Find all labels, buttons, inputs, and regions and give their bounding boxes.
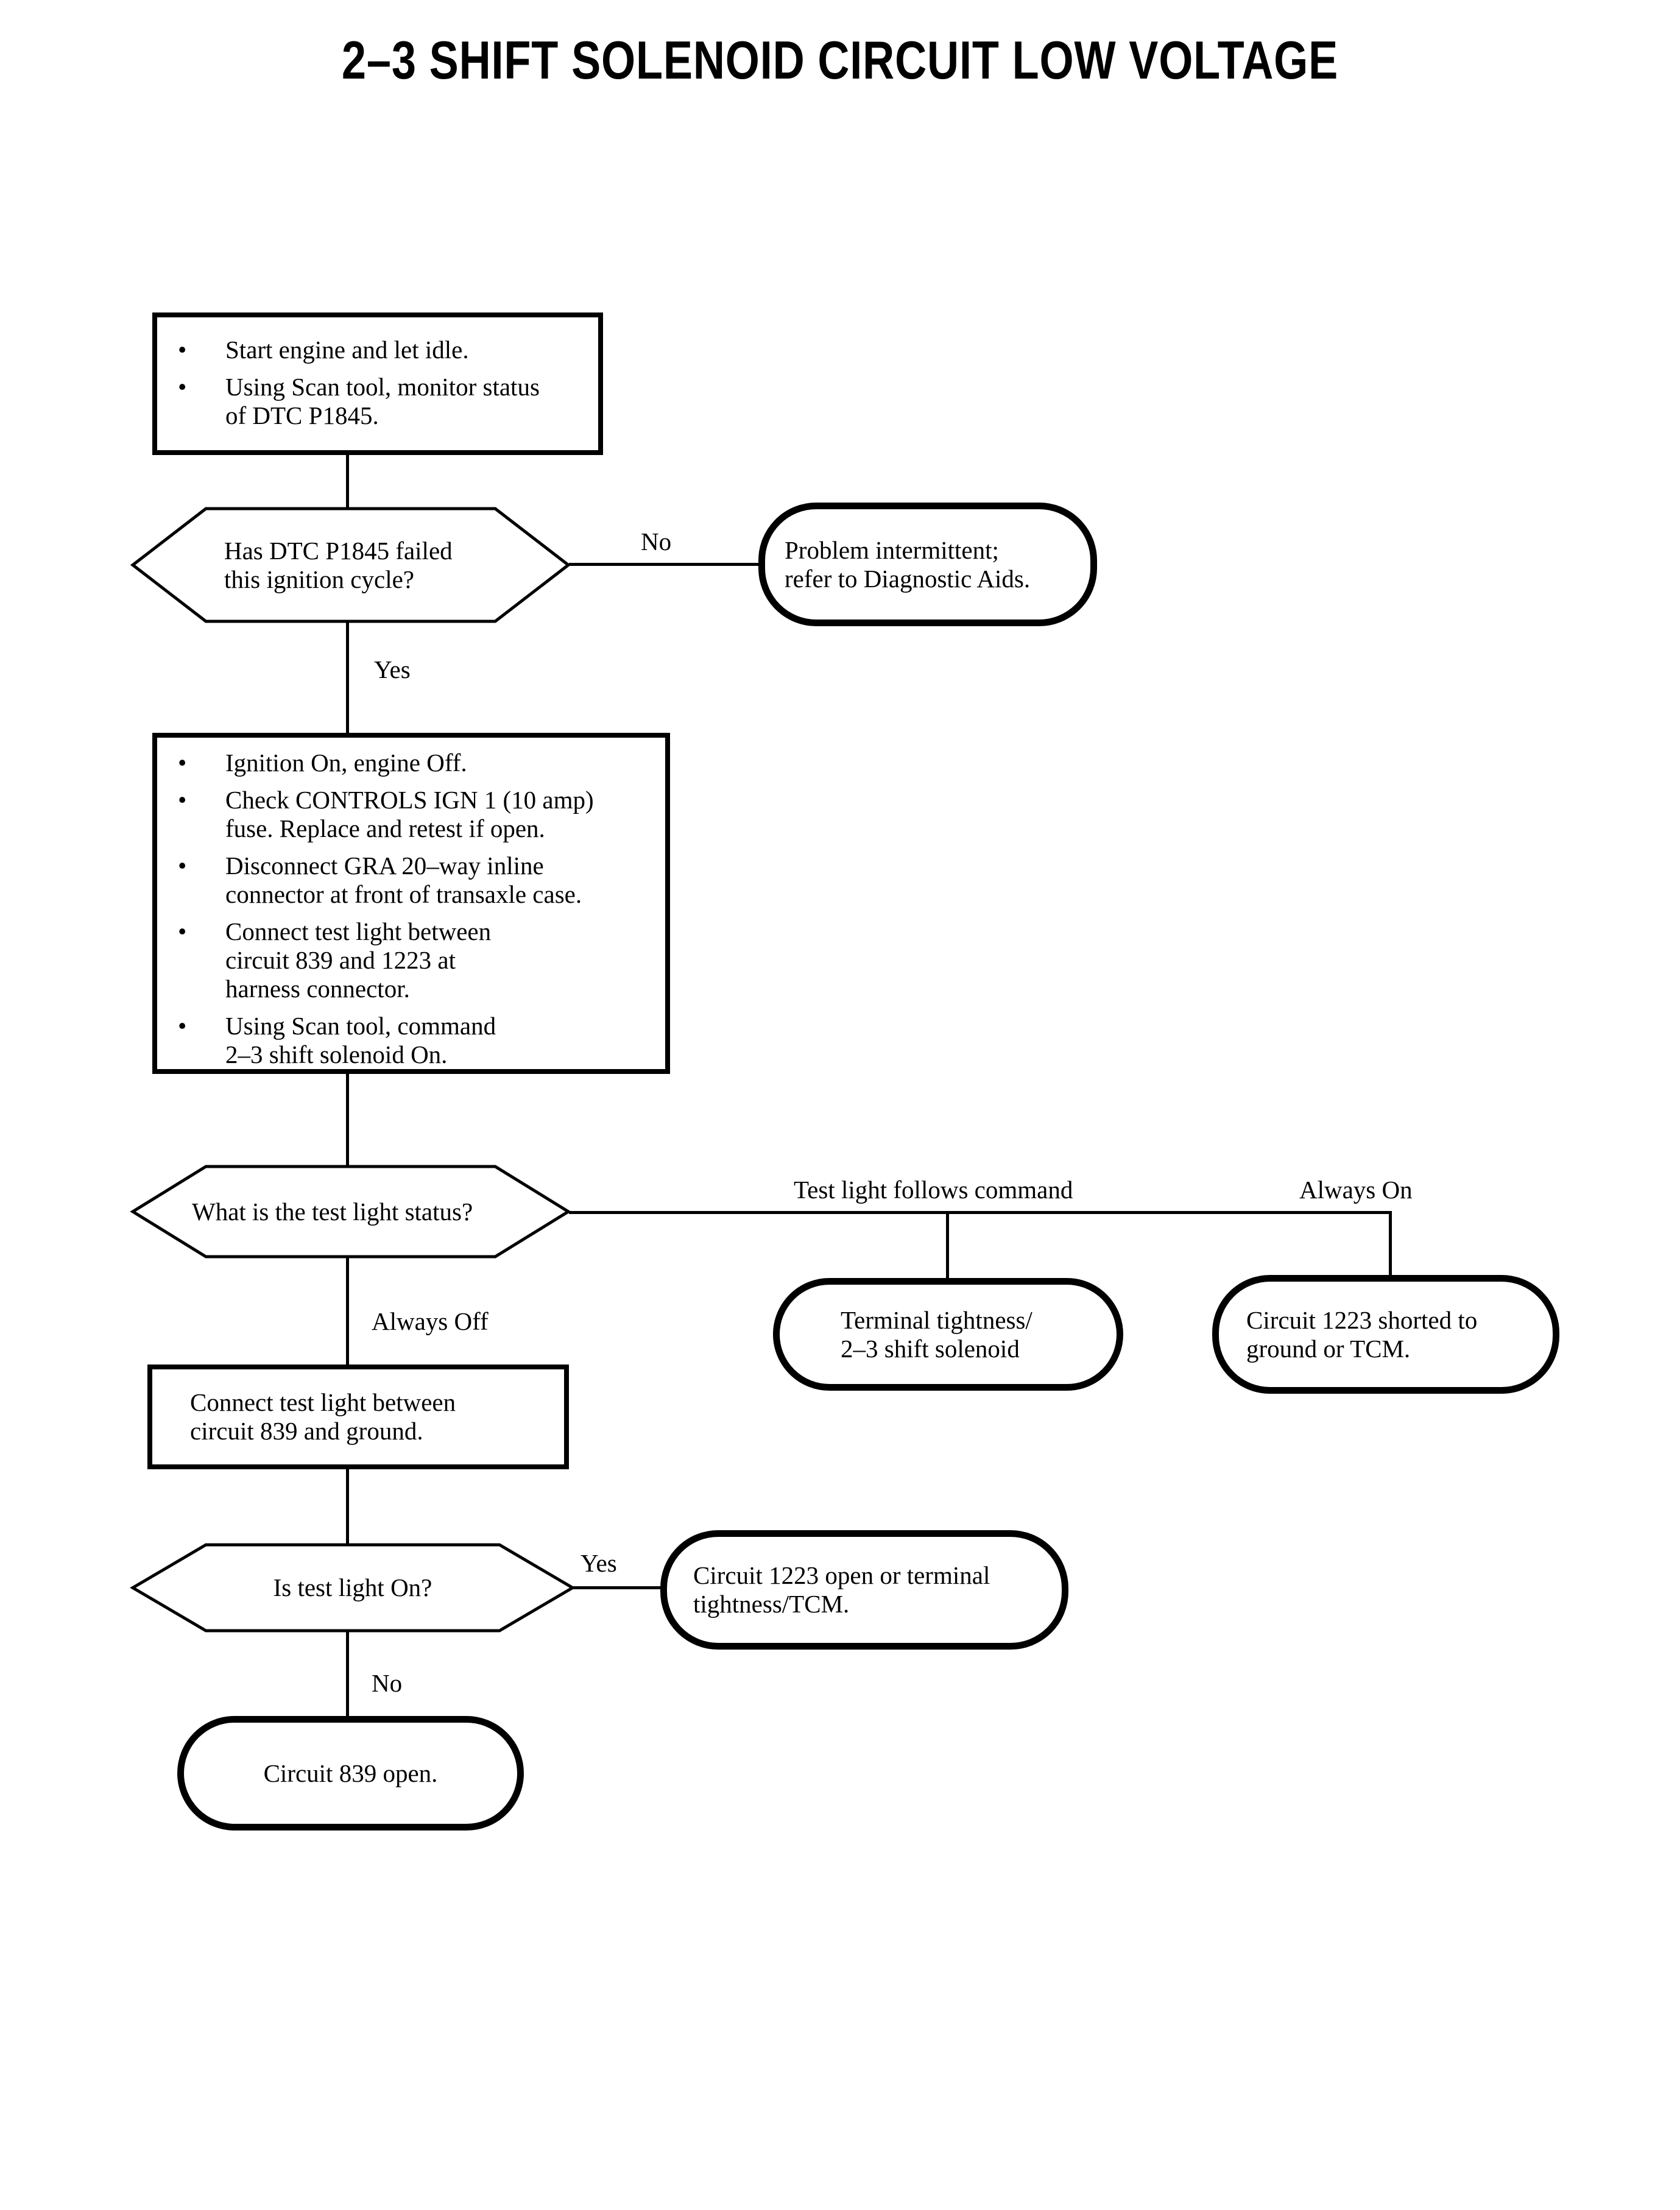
node-start-box [152, 312, 603, 455]
bullet-icon: • [178, 917, 187, 945]
edge-label-yes-1: Yes [374, 655, 411, 683]
edge-no2-vertical [346, 1631, 349, 1717]
list-item: • Check CONTROLS IGN 1 (10 amp) fuse. Replace and retest if open. [178, 786, 594, 842]
node-setup-box [152, 733, 670, 1074]
edge-always-off-vertical [346, 1257, 349, 1366]
edge-branch-horizontal [569, 1211, 1392, 1214]
edge-label-no-2: No [372, 1669, 403, 1697]
node-terminal-tightness: Terminal tightness/ 2–3 shift solenoid [773, 1278, 1123, 1391]
node-circuit-1223-shorted: Circuit 1223 shorted to ground or TCM. [1212, 1275, 1559, 1394]
edge-label-always-off: Always Off [372, 1307, 489, 1335]
list-item: • Connect test light between circuit 839 and 1223 at harness connector. [178, 917, 492, 1003]
list-item: • Start engine and let idle. [178, 336, 469, 364]
edge-drop-follows-command [946, 1212, 949, 1279]
page-title: 2–3 SHIFT SOLENOID CIRCUIT LOW VOLTAGE [341, 30, 1339, 90]
list-item: • Ignition On, engine Off. [178, 749, 467, 777]
bullet-icon: • [178, 786, 187, 814]
edge-label-yes-2: Yes [581, 1549, 617, 1577]
node-decision-light-status: What is the test light status? [192, 1197, 473, 1226]
edge-label-always-on: Always On [1299, 1176, 1413, 1204]
list-item: • Using Scan tool, command 2–3 shift solenoid On. [178, 1012, 496, 1068]
node-decision-light-on: Is test light On? [273, 1573, 432, 1601]
edge-ground-to-qlight [346, 1468, 349, 1544]
edge-setup-to-qstatus [346, 1072, 349, 1166]
edge-start-to-qdtc [346, 455, 349, 509]
edge-drop-always-on [1389, 1212, 1392, 1277]
edge-label-no-1: No [641, 528, 672, 556]
bullet-icon: • [178, 1012, 187, 1040]
edge-yes-vertical [346, 622, 349, 734]
edge-no-horizontal [569, 563, 760, 566]
list-item: • Using Scan tool, monitor status of DTC P1845. [178, 373, 540, 429]
edge-label-follows-command: Test light follows command [794, 1176, 1073, 1204]
node-circuit-839-open: Circuit 839 open. [177, 1716, 524, 1830]
list-item: • Disconnect GRA 20–way inline connector at front of transaxle case. [178, 852, 582, 908]
bullet-icon: • [178, 852, 187, 880]
node-circuit-1223-open: Circuit 1223 open or terminal tightness/TCM. [660, 1530, 1068, 1650]
bullet-icon: • [178, 749, 187, 777]
node-connect-ground-box: Connect test light between circuit 839 and ground. [147, 1364, 569, 1469]
node-problem-intermittent: Problem intermittent; refer to Diagnostic Aids. [758, 503, 1097, 626]
bullet-icon: • [178, 336, 187, 364]
bullet-icon: • [178, 373, 187, 401]
edge-yes2-horizontal [573, 1586, 662, 1589]
node-decision-dtc-failed: Has DTC P1845 failed this ignition cycle? [224, 536, 453, 593]
